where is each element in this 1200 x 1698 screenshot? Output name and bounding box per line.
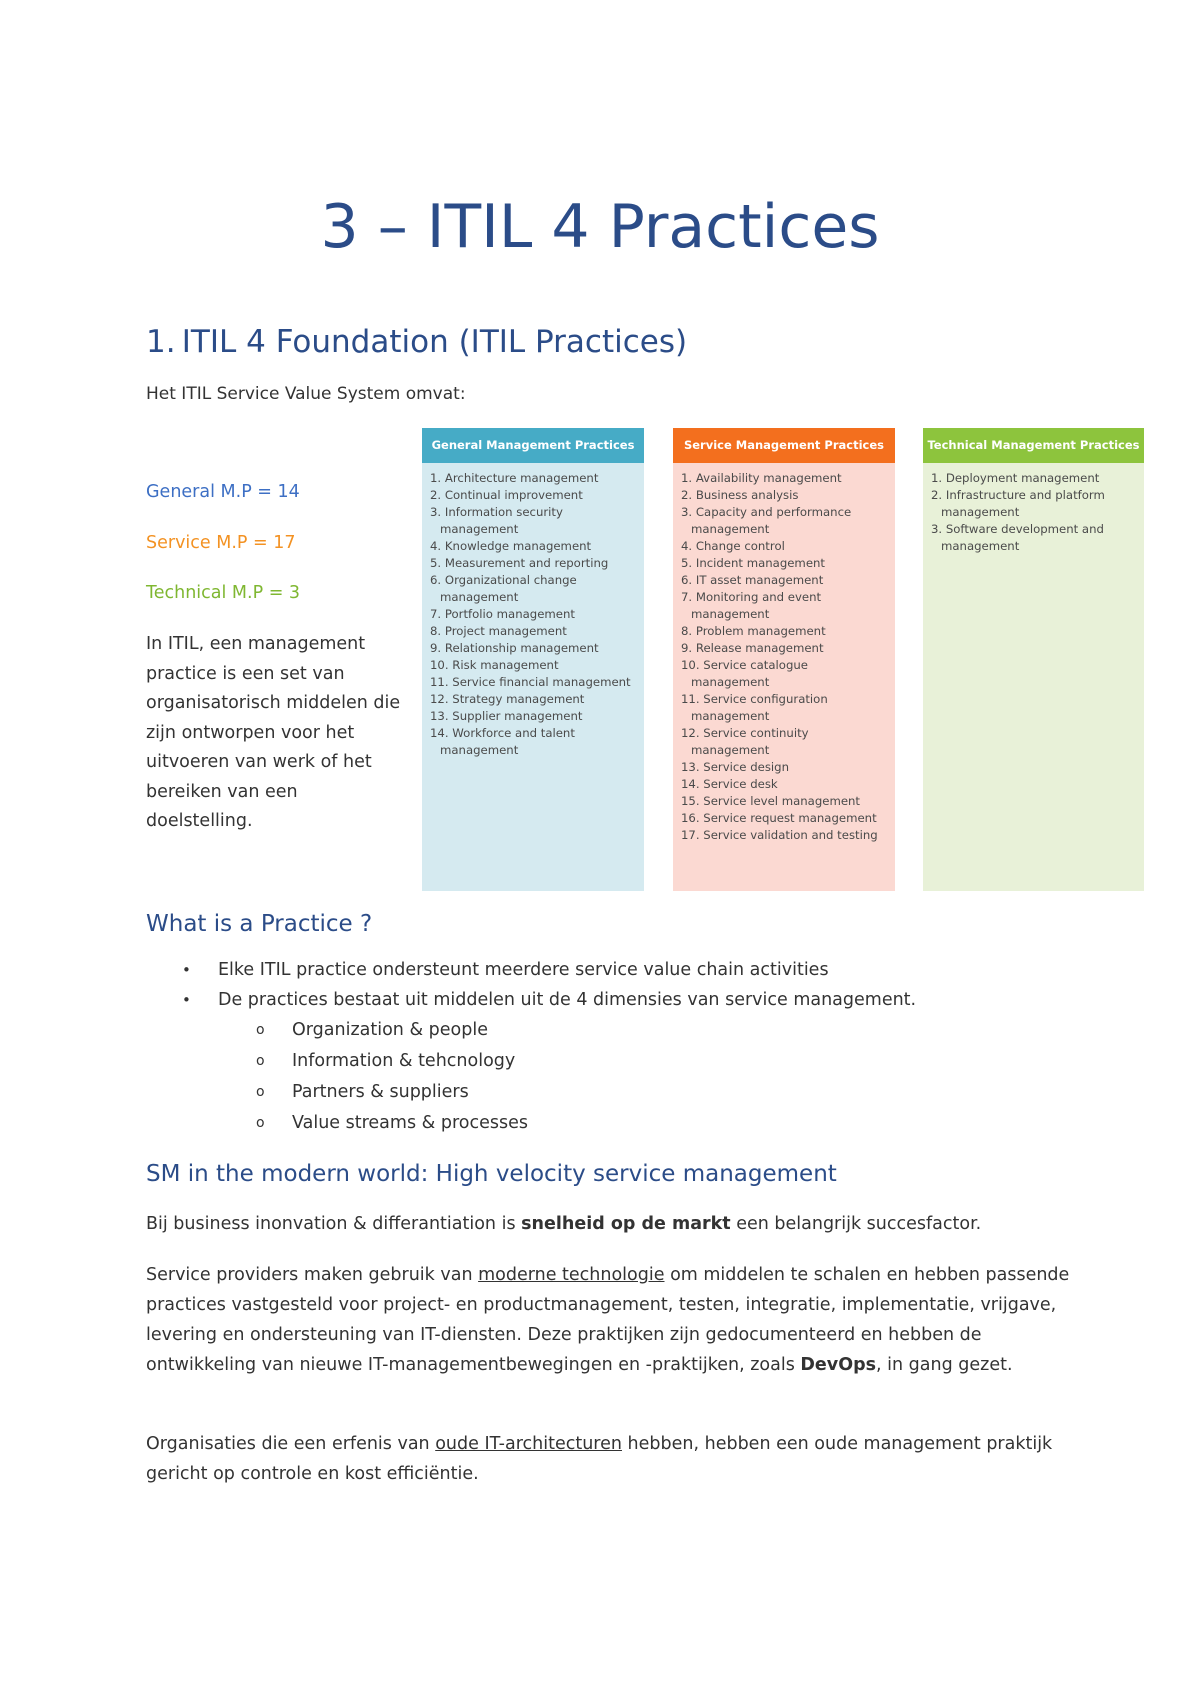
practice-item-label: 1. Availability management	[681, 471, 842, 485]
practice-item	[681, 640, 887, 657]
practice-item	[430, 623, 636, 640]
practice-item-continuation: management	[440, 590, 519, 604]
text-run: hebben, hebben een oude management praktijk gericht op controle en kost efficiëntie.	[146, 1434, 1053, 1484]
practice-item-label: 2. Business analysis	[681, 488, 799, 502]
list-item	[146, 1015, 1046, 1046]
technical-practices-list	[923, 463, 1144, 555]
sub-bullet-text: Information & tehcnology	[292, 1051, 516, 1071]
practice-item-continuation: management	[691, 743, 770, 757]
practice-item-continuation: management	[691, 607, 770, 621]
service-practices-column	[673, 428, 895, 891]
underlined-text: moderne technologie	[478, 1265, 665, 1285]
list-item	[146, 1046, 1046, 1077]
sub-bullet-text: Value streams & processes	[292, 1113, 528, 1133]
practice-item	[681, 759, 887, 776]
practice-item-label: 6. IT asset management	[681, 573, 824, 587]
practice-item-label: 2. Infrastructure and platform	[931, 488, 1105, 502]
text-run: Bij business inonvation & differantiation is	[146, 1214, 522, 1234]
technical-practices-column	[923, 428, 1144, 891]
practice-item	[681, 827, 887, 844]
practice-item-continuation: management	[440, 522, 519, 536]
text-run: Service providers maken gebruik van	[146, 1265, 479, 1285]
paragraph-service-providers	[146, 1260, 1076, 1380]
technical-practices-header: Technical Management Practices	[923, 428, 1144, 463]
list-item	[146, 1108, 1046, 1139]
practice-item-label: 14. Service desk	[681, 777, 778, 791]
practice-item-label: 13. Service design	[681, 760, 789, 774]
practice-item-label: 17. Service validation and testing	[681, 828, 878, 842]
practice-item	[681, 470, 887, 487]
practice-item-continuation: management	[691, 675, 770, 689]
practice-item	[430, 538, 636, 555]
bullet-text: Elke ITIL practice ondersteunt meerdere service value chain activities	[218, 960, 829, 980]
list-item	[146, 955, 1046, 985]
service-mp-count: Service M.P = 17	[146, 533, 296, 553]
practice-item-label: 8. Problem management	[681, 624, 826, 638]
practice-item-label: 3. Information security	[430, 505, 563, 519]
practice-item	[430, 470, 636, 487]
practice-item-continuation: management	[941, 539, 1020, 553]
practice-item	[681, 589, 887, 623]
practice-item-label: 12. Strategy management	[430, 692, 585, 706]
general-practices-header: General Management Practices	[422, 428, 644, 463]
practices-table-figure	[422, 428, 1144, 891]
practice-item	[430, 691, 636, 708]
service-practices-header: Service Management Practices	[673, 428, 895, 463]
paragraph-business-innovation	[146, 1209, 1076, 1239]
practice-item	[681, 793, 887, 810]
service-practices-list	[673, 463, 895, 844]
practice-item	[681, 487, 887, 504]
practice-item	[681, 538, 887, 555]
bullet-icon: •	[182, 961, 191, 979]
general-practices-list	[422, 463, 644, 759]
practice-item-label: 12. Service continuity	[681, 726, 809, 740]
practice-item	[931, 470, 1136, 487]
bold-text: DevOps	[800, 1355, 877, 1375]
practice-item-label: 4. Change control	[681, 539, 785, 553]
text-run: een belangrijk succesfactor.	[730, 1214, 982, 1234]
sub-bullet-icon: o	[256, 1022, 265, 1038]
underlined-text: oude IT-architecturen	[435, 1434, 622, 1454]
practice-item	[681, 623, 887, 640]
section-heading-itil-foundation: 1. ITIL 4 Foundation (ITIL Practices)	[146, 324, 688, 360]
practice-item-label: 2. Continual improvement	[430, 488, 583, 502]
practice-item-continuation: management	[941, 505, 1020, 519]
list-item	[146, 985, 1046, 1139]
practice-item	[681, 810, 887, 827]
sub-bullet-icon: o	[256, 1084, 265, 1100]
practice-item-label: 5. Incident management	[681, 556, 825, 570]
practice-item-label: 9. Relationship management	[430, 641, 599, 655]
text-run: , in gang gezet.	[876, 1355, 1013, 1375]
practice-item-label: 1. Deployment management	[931, 471, 1100, 485]
practice-item-label: 10. Service catalogue	[681, 658, 808, 672]
practice-item	[430, 640, 636, 657]
practice-item	[681, 504, 887, 538]
text-run: Organisaties die een erfenis van	[146, 1434, 436, 1454]
bullet-text: De practices bestaat uit middelen uit de 4 dimensies van service management.	[218, 990, 917, 1010]
practice-item	[430, 555, 636, 572]
bullet-icon: •	[182, 991, 191, 1009]
practice-item	[430, 674, 636, 691]
practice-item-label: 1. Architecture management	[430, 471, 599, 485]
practice-item	[430, 708, 636, 725]
practice-item-label: 6. Organizational change	[430, 573, 577, 587]
management-practice-definition: In ITIL, een management practice is een set van organisatorisch middelen die zijn ontworpen voor het uitvoeren van werk of het bereiken van een doelstelling.	[146, 634, 401, 831]
sub-bullet-text: Organization & people	[292, 1020, 488, 1040]
general-mp-count: General M.P = 14	[146, 482, 300, 502]
practice-item	[430, 725, 636, 759]
intro-text: Het ITIL Service Value System omvat:	[146, 384, 466, 404]
practice-item-label: 11. Service configuration	[681, 692, 828, 706]
dimensions-sub-list	[218, 1015, 1046, 1139]
practice-bullet-list	[146, 955, 1046, 1139]
practice-item-label: 3. Software development and	[931, 522, 1104, 536]
paragraph-legacy-architecture	[146, 1429, 1076, 1489]
practice-item	[430, 504, 636, 538]
practice-item	[681, 572, 887, 589]
practice-item	[430, 606, 636, 623]
list-item	[146, 1077, 1046, 1108]
practice-item-label: 5. Measurement and reporting	[430, 556, 609, 570]
practice-item-label: 13. Supplier management	[430, 709, 583, 723]
practice-item-label: 8. Project management	[430, 624, 567, 638]
text-run: om middelen te schalen en hebben passende practices vastgesteld voor project- en productmanagement, testen, integratie, implementatie, vrijgave, levering en ondersteuning van IT-diensten. Deze praktijken zijn gedocumenteerd en hebben de ontwikkeling van nieuwe IT-managementbewegingen en -praktijken, zoals	[146, 1265, 1070, 1375]
practice-item-continuation: management	[691, 522, 770, 536]
sub-bullet-icon: o	[256, 1115, 265, 1131]
practice-item	[430, 572, 636, 606]
practice-item-label: 14. Workforce and talent	[430, 726, 575, 740]
practice-item-label: 7. Monitoring and event	[681, 590, 822, 604]
practice-item-label: 11. Service financial management	[430, 675, 631, 689]
practice-item-label: 4. Knowledge management	[430, 539, 592, 553]
practice-item-continuation: management	[691, 709, 770, 723]
practice-item	[681, 657, 887, 691]
practice-item-label: 15. Service level management	[681, 794, 861, 808]
practice-item	[430, 657, 636, 674]
practice-item-continuation: management	[440, 743, 519, 757]
practice-item	[681, 776, 887, 793]
general-practices-column	[422, 428, 644, 891]
section-heading-what-is-practice: What is a Practice ?	[146, 911, 373, 937]
sub-bullet-text: Partners & suppliers	[292, 1082, 469, 1102]
section-heading-high-velocity: SM in the modern world: High velocity service management	[146, 1161, 837, 1187]
practice-item	[681, 691, 887, 725]
practice-item-label: 7. Portfolio management	[430, 607, 575, 621]
practice-item-label: 9. Release management	[681, 641, 824, 655]
practice-item-label: 3. Capacity and performance	[681, 505, 852, 519]
practice-item-label: 10. Risk management	[430, 658, 559, 672]
sub-bullet-icon: o	[256, 1053, 265, 1069]
practice-item	[931, 521, 1136, 555]
practice-item	[681, 555, 887, 572]
practice-item	[430, 487, 636, 504]
practice-item	[931, 487, 1136, 521]
practice-item-label: 16. Service request management	[681, 811, 877, 825]
bold-text: snelheid op de markt	[521, 1214, 731, 1234]
page-title: 3 – ITIL 4 Practices	[320, 192, 880, 262]
practice-item	[681, 725, 887, 759]
technical-mp-count: Technical M.P = 3	[146, 583, 301, 603]
